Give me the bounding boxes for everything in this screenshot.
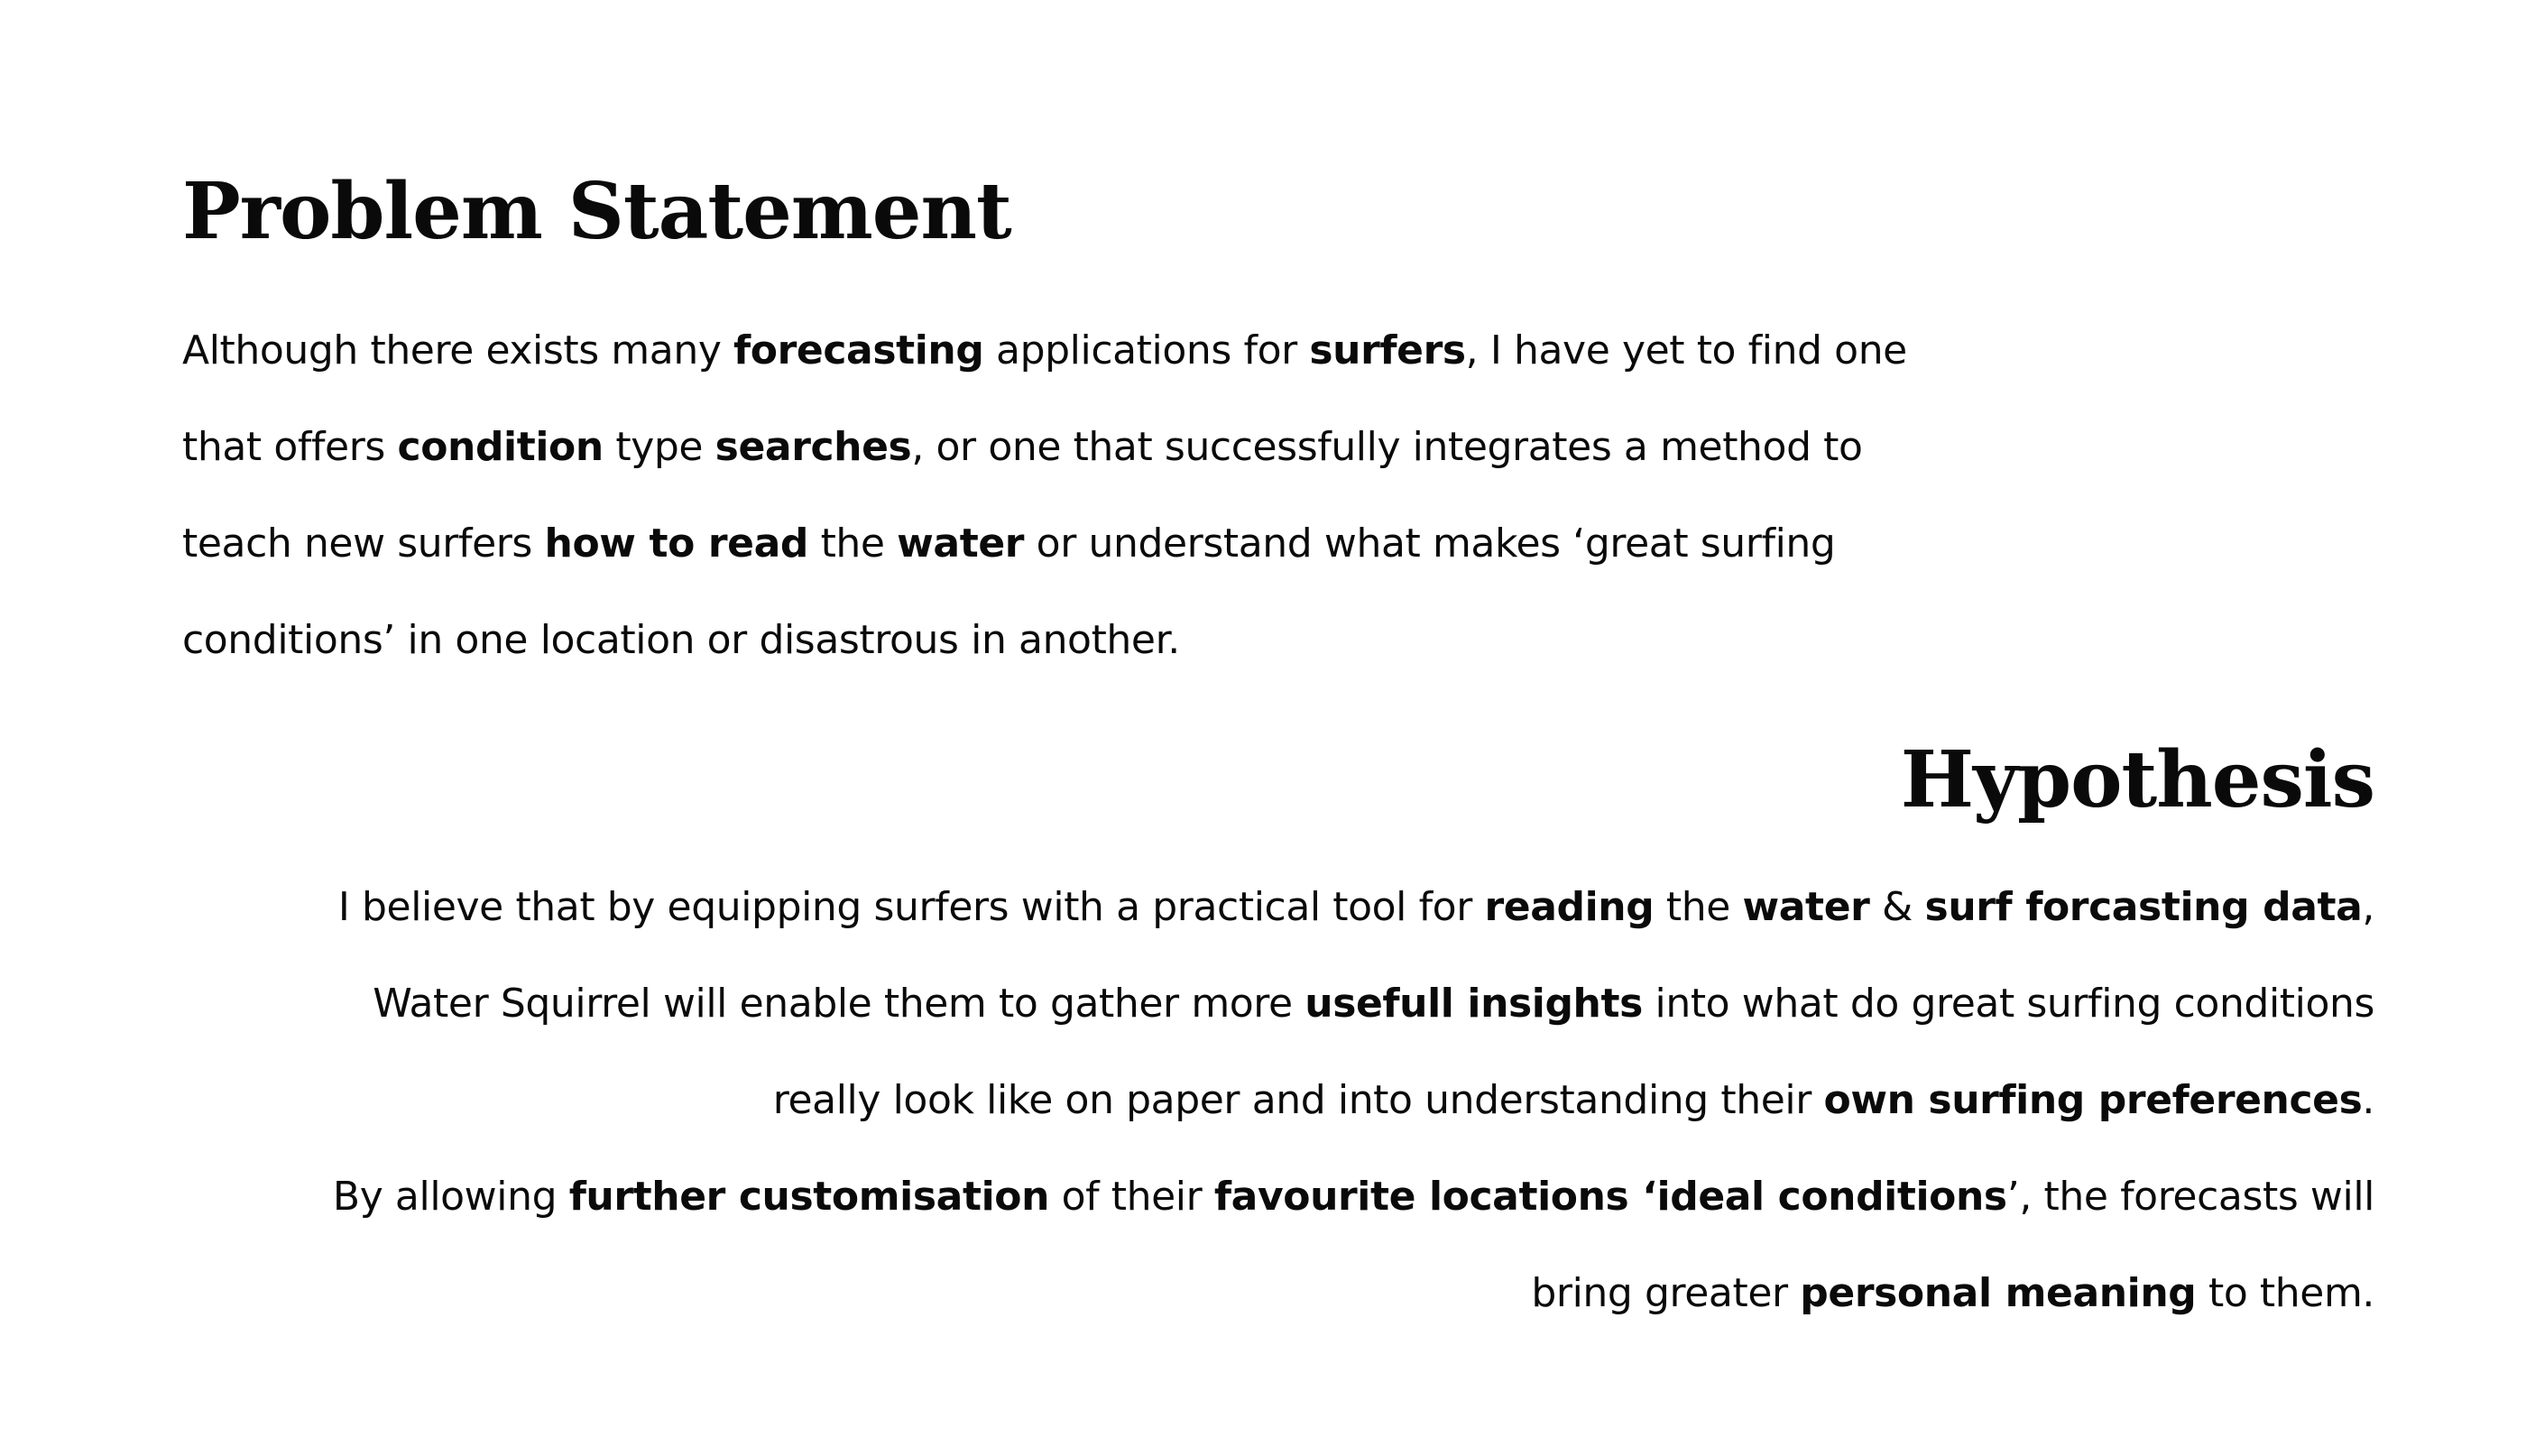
body-text: bring greater bbox=[1531, 1270, 1801, 1316]
body-text: , I have yet to find one bbox=[1465, 327, 1907, 373]
body-text: conditions’ in one location or disastrous in another. bbox=[182, 617, 1180, 663]
body-text: , bbox=[2362, 884, 2374, 930]
text-line bbox=[119, 859, 2374, 955]
text-line bbox=[182, 399, 2257, 495]
body-text: . bbox=[2362, 1077, 2374, 1123]
emphasized-text: water bbox=[897, 521, 1025, 567]
emphasized-text: own surfing preferences bbox=[1823, 1077, 2363, 1123]
hypothesis-paragraph bbox=[119, 859, 2374, 1341]
problem-statement-heading: Problem Statement bbox=[182, 166, 1011, 257]
body-text: & bbox=[1869, 884, 1925, 930]
text-line bbox=[119, 1148, 2374, 1245]
body-text: or understand what makes ‘great surfing bbox=[1024, 521, 1836, 567]
emphasized-text: searches bbox=[714, 424, 912, 470]
hypothesis-heading: Hypothesis bbox=[1900, 734, 2374, 825]
body-text: ’, the forecasts will bbox=[2006, 1174, 2374, 1220]
emphasized-text: further customisation bbox=[568, 1174, 1050, 1220]
body-text: really look like on paper and into understanding their bbox=[772, 1077, 1824, 1123]
emphasized-text: forecasting bbox=[733, 327, 984, 373]
text-line bbox=[119, 1245, 2374, 1341]
text-line bbox=[119, 955, 2374, 1052]
emphasized-text: how to read bbox=[544, 521, 808, 567]
emphasized-text: condition bbox=[397, 424, 604, 470]
emphasized-text: surf forcasting data bbox=[1924, 884, 2363, 930]
text-line bbox=[119, 1052, 2374, 1148]
body-text: the bbox=[1654, 884, 1743, 930]
emphasized-text: water bbox=[1742, 884, 1870, 930]
body-text: By allowing bbox=[332, 1174, 569, 1220]
body-text: type bbox=[603, 424, 715, 470]
body-text: teach new surfers bbox=[182, 521, 545, 567]
body-text: Water Squirrel will enable them to gather more bbox=[373, 981, 1305, 1027]
emphasized-text: favourite locations ‘ideal conditions bbox=[1213, 1174, 2007, 1220]
emphasized-text: personal meaning bbox=[1800, 1270, 2197, 1316]
body-text: Although there exists many bbox=[182, 327, 734, 373]
emphasized-text: usefull insights bbox=[1304, 981, 1643, 1027]
body-text: applications for bbox=[983, 327, 1310, 373]
problem-statement-paragraph bbox=[182, 302, 2257, 688]
body-text: the bbox=[807, 521, 898, 567]
emphasized-text: surfers bbox=[1309, 327, 1466, 373]
text-line bbox=[182, 495, 2257, 592]
emphasized-text: reading bbox=[1484, 884, 1655, 930]
body-text: of their bbox=[1049, 1174, 1214, 1220]
text-line bbox=[182, 592, 2257, 688]
text-line bbox=[182, 302, 2257, 399]
body-text: into what do great surfing conditions bbox=[1642, 981, 2374, 1027]
body-text: , or one that successfully integrates a method to bbox=[911, 424, 1863, 470]
body-text: I believe that by equipping surfers with a practical tool for bbox=[337, 884, 1485, 930]
body-text: that offers bbox=[182, 424, 398, 470]
body-text: to them. bbox=[2196, 1270, 2374, 1316]
